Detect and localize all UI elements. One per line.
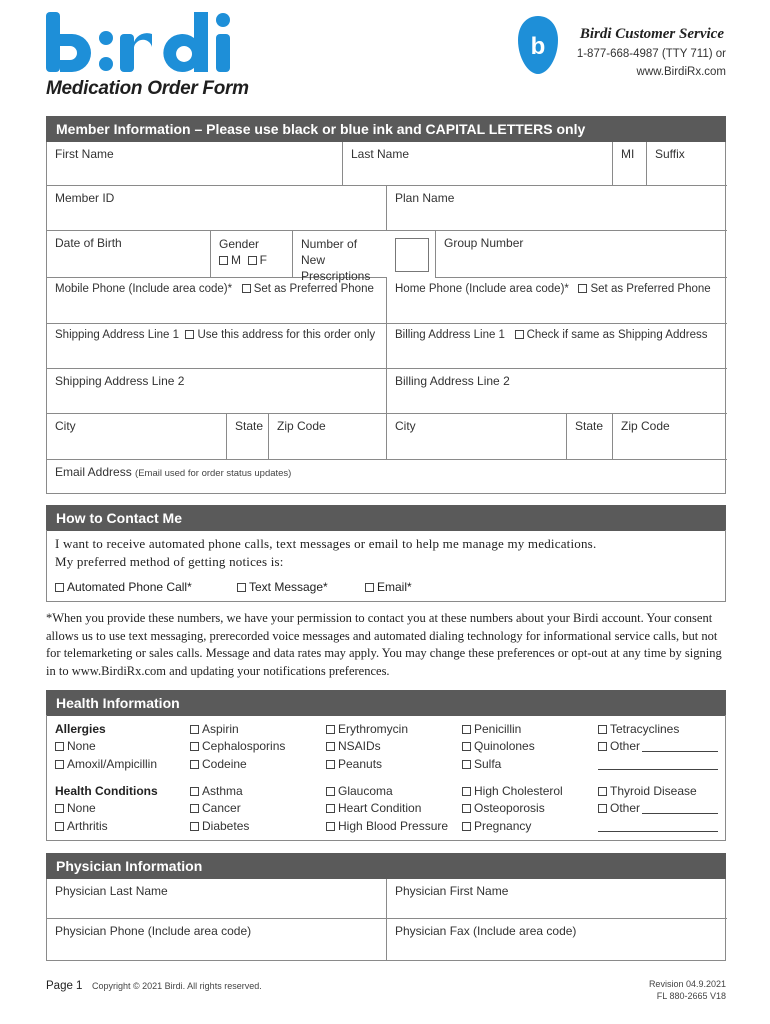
conditions-label: Health Conditions: [55, 784, 158, 798]
allergy-sulfa[interactable]: Sulfa: [462, 757, 501, 771]
condition-asthma[interactable]: Asthma: [190, 784, 243, 798]
allergy-none[interactable]: None: [55, 739, 96, 753]
health-box: [46, 715, 726, 841]
physician-grid: [46, 879, 726, 961]
billing-city-field[interactable]: City: [387, 414, 567, 460]
condition-heart[interactable]: Heart Condition: [326, 801, 421, 815]
first-name-field[interactable]: First Name: [47, 142, 343, 186]
shipping-state-field[interactable]: State: [227, 414, 269, 460]
num-rx-label: Number of New Prescriptions: [293, 231, 387, 278]
allergy-nsaids[interactable]: NSAIDs: [326, 739, 381, 753]
gender-field: Gender M F: [211, 231, 293, 278]
form-title: Medication Order Form: [46, 78, 249, 99]
condition-pregnancy[interactable]: Pregnancy: [462, 819, 531, 833]
physician-phone-field[interactable]: Physician Phone (Include area code): [47, 919, 387, 961]
allergy-penicillin[interactable]: Penicillin: [462, 722, 521, 736]
option-email[interactable]: Email*: [365, 580, 412, 594]
plan-name-field[interactable]: Plan Name: [387, 186, 727, 231]
allergy-extra-line[interactable]: [598, 769, 718, 770]
condition-extra-line[interactable]: [598, 831, 718, 832]
page-number: Page 1: [46, 980, 83, 992]
badge-letter: b: [530, 33, 546, 60]
allergy-other-line[interactable]: [642, 751, 718, 752]
num-rx-input[interactable]: [395, 238, 429, 272]
contact-line2: My preferred method of getting notices is:: [55, 554, 284, 569]
mobile-preferred-checkbox[interactable]: [242, 284, 251, 293]
billing-line1-field[interactable]: Billing Address Line 1 Check if same as Shipping Address: [387, 324, 727, 369]
physician-last-name-field[interactable]: Physician Last Name: [47, 879, 387, 919]
mi-field[interactable]: MI: [613, 142, 647, 186]
billing-zip-field[interactable]: Zip Code: [613, 414, 727, 460]
shipping-line1-field[interactable]: Shipping Address Line 1 Use this address for this order only: [47, 324, 387, 369]
home-phone-field[interactable]: Home Phone (Include area code)* Set as Preferred Phone: [387, 278, 727, 324]
member-id-field[interactable]: Member ID: [47, 186, 387, 231]
condition-thyroid[interactable]: Thyroid Disease: [598, 784, 697, 798]
copyright: Copyright © 2021 Birdi. All rights reserved.: [92, 981, 262, 991]
option-text-message[interactable]: Text Message*: [237, 580, 328, 594]
dob-field[interactable]: Date of Birth: [47, 231, 211, 278]
form-code: FL 880-2665 V18: [656, 991, 726, 1001]
contact-heading: How to Contact Me: [46, 505, 726, 531]
birdi-logo: [44, 8, 234, 78]
condition-cholesterol[interactable]: High Cholesterol: [462, 784, 563, 798]
health-heading: Health Information: [46, 690, 726, 716]
condition-other[interactable]: Other: [598, 801, 718, 815]
condition-osteoporosis[interactable]: Osteoporosis: [462, 801, 545, 815]
condition-diabetes[interactable]: Diabetes: [190, 819, 249, 833]
group-number-field[interactable]: Group Number: [435, 231, 727, 278]
condition-arthritis[interactable]: Arthritis: [55, 819, 108, 833]
mobile-phone-field[interactable]: Mobile Phone (Include area code)* Set as Preferred Phone: [47, 278, 387, 324]
physician-heading: Physician Information: [46, 853, 726, 879]
condition-cancer[interactable]: Cancer: [190, 801, 241, 815]
option-phone-call[interactable]: Automated Phone Call*: [55, 580, 192, 594]
allergy-cephalosporins[interactable]: Cephalosporins: [190, 739, 285, 753]
allergy-amoxil[interactable]: Amoxil/Ampicillin: [55, 757, 157, 771]
physician-fax-field[interactable]: Physician Fax (Include area code): [395, 924, 577, 938]
use-address-checkbox[interactable]: [185, 330, 194, 339]
service-website: www.BirdiRx.com: [636, 66, 726, 78]
condition-glaucoma[interactable]: Glaucoma: [326, 784, 393, 798]
member-info-grid: [46, 142, 726, 494]
allergy-aspirin[interactable]: Aspirin: [190, 722, 239, 736]
service-name: Birdi Customer Service: [579, 26, 724, 42]
condition-other-line[interactable]: [642, 813, 718, 814]
contact-box: [46, 530, 726, 602]
same-as-shipping-checkbox[interactable]: [515, 330, 524, 339]
billing-line2-field[interactable]: Billing Address Line 2: [387, 369, 727, 414]
home-preferred-checkbox[interactable]: [578, 284, 587, 293]
gender-m-checkbox[interactable]: [219, 256, 228, 265]
last-name-field[interactable]: Last Name: [343, 142, 613, 186]
revision: Revision 04.9.2021: [648, 979, 726, 989]
suffix-field[interactable]: Suffix: [647, 142, 727, 186]
allergy-quinolones[interactable]: Quinolones: [462, 739, 535, 753]
physician-first-name-field[interactable]: Physician First Name: [387, 879, 727, 919]
shipping-city-field[interactable]: City: [47, 414, 227, 460]
condition-blood-pressure[interactable]: High Blood Pressure: [326, 819, 448, 833]
text-message-checkbox[interactable]: [237, 583, 246, 592]
gender-f-checkbox[interactable]: [248, 256, 257, 265]
shipping-line2-field[interactable]: Shipping Address Line 2: [47, 369, 387, 414]
billing-state-field[interactable]: State: [567, 414, 613, 460]
allergies-label: Allergies: [55, 722, 106, 736]
phone-call-checkbox[interactable]: [55, 583, 64, 592]
allergy-erythromycin[interactable]: Erythromycin: [326, 722, 408, 736]
condition-none[interactable]: None: [55, 801, 96, 815]
member-info-heading: Member Information – Please use black or blue ink and CAPITAL LETTERS only: [46, 116, 726, 142]
allergy-tetracyclines[interactable]: Tetracyclines: [598, 722, 679, 736]
service-phone: 1-877-668-4987 (TTY 711) or: [576, 48, 726, 60]
email-field[interactable]: Email Address (Email used for order status updates): [55, 465, 292, 479]
allergy-other[interactable]: Other: [598, 739, 718, 753]
email-checkbox[interactable]: [365, 583, 374, 592]
shipping-zip-field[interactable]: Zip Code: [269, 414, 387, 460]
consent-text: *When you provide these numbers, we have your permission to contact you at these numbers about your Birdi account. Your consent allows us to use text messaging, prerecorded voice messages and automated dialing technology for informational service calls, but not for telemarketing or sales calls. Message and data rates may apply. You may change these preferences or opt-out at any time by signing in to www.BirdiRx.com and updating your notifications preferences.: [46, 611, 722, 678]
allergy-codeine[interactable]: Codeine: [190, 757, 247, 771]
allergy-peanuts[interactable]: Peanuts: [326, 757, 382, 771]
contact-line1: I want to receive automated phone calls, text messages or email to help me manage my medications.: [55, 536, 597, 551]
